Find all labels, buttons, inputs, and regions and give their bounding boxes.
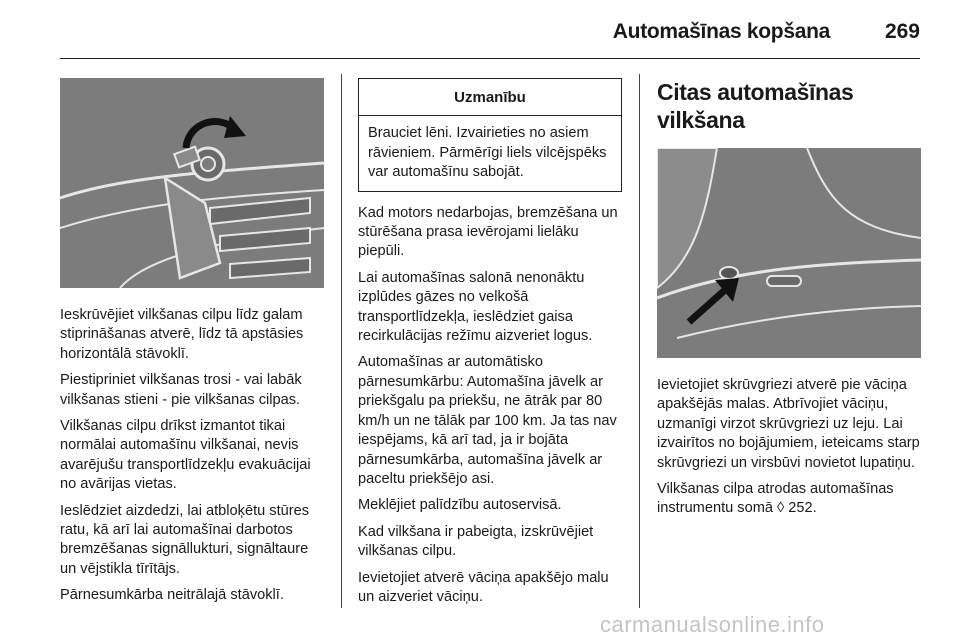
column-divider-1 [341,74,342,608]
page-number: 269 [884,20,920,43]
page-header [60,14,920,48]
warning-text: Brauciet lēni. Izvairieties no asiem rāvieniem. Pārmērīgi liels vilcējspēks var automašīnu sabojāt. [368,125,607,181]
paragraph: Pārnesumkārba neitrālajā stāvoklī. [60,587,284,604]
paragraph: Meklējiet palīdzību autoservisā. [358,497,562,514]
header-divider [60,58,920,59]
paragraph: Ievietojiet atverē vāciņa apakšējo malu un aizveriet vāciņu. [358,569,609,605]
paragraph: Ieskrūvējiet vilkšanas cilpu līdz galam stiprināšanas atverē, līdz tā apstāsies horizontālā stāvoklī. [60,307,304,362]
paragraph: Kad motors nedarbojas, bremzēšana un stūrēšana prasa ievērojami lielāku piepūli. [358,204,618,260]
paragraph: Ieslēdziet aizdedzi, lai atbloķētu stūres ratu, kā arī lai automašīnai darbotos bremzēšanas signāllukturi, signāltaure un vējstikla tīrītājs. [60,502,310,577]
section-title: Automašīnas kopšana [612,20,830,43]
paragraph: Lai automašīnas salonā nenonāktu izplūdes gāzes no velkošā transportlīdzekļa, ieslēdziet gaisa recirkulācijas režīmu aizveriet logus. [358,269,593,345]
paragraph: Vilkšanas cilpa atrodas automašīnas instrumentu somā ◊ 252. [657,481,894,517]
paragraph: Vilkšanas cilpu drīkst izmantot tikai normālai automašīnu vilkšanai, nevis avarējušu transportlīdzekļu evakuācijai no avārijas vietas. [60,418,311,493]
column-2 [358,78,622,614]
pointer-arrow-icon [685,276,745,326]
section-heading: Citas automašīnas vilkšana [657,79,854,133]
warning-heading: Uzmanību [359,79,621,116]
paragraph: Piestipriniet vilkšanas trosi - vai labāk vilkšanas stieni - pie vilkšanas cilpas. [60,372,302,408]
paragraph: Kad vilkšana ir pabeigta, izskrūvējiet vilkšanas cilpu. [358,523,594,560]
warning-box [358,78,622,192]
column-divider-2 [639,74,640,608]
watermark: carmanualsonline.info [600,612,825,637]
paragraph: Automašīnas ar automātisko pārnesumkārbu: Automašīna jāvelk ar priekšgalu pa priekšu, ne ātrāk par 80 km/h un ne tālāk par 100 km. Ja tas nav iespējams, kā arī tad, ja ir bojāta pārnesumkārba, automašīna jāvelk ar paceltu priekšējo asi. [358,354,617,487]
rear-bumper-illustration [657,148,921,358]
rear-bumper-drawing [657,148,921,358]
column-3 [657,78,921,526]
towing-eye-illustration [60,78,324,288]
curved-arrow-icon [178,108,248,158]
paragraph: Ievietojiet skrūvgriezi atverē pie vāciņa apakšējās malas. Atbrīvojiet vāciņu, uzmanīgi virzot skrūvgriezi uz leju. Lai izvairītos no bojājumiem, ieteicams starp skrūvgriezi un virsbūvi novietot lupatiņu. [657,377,920,471]
column-1 [60,78,324,613]
